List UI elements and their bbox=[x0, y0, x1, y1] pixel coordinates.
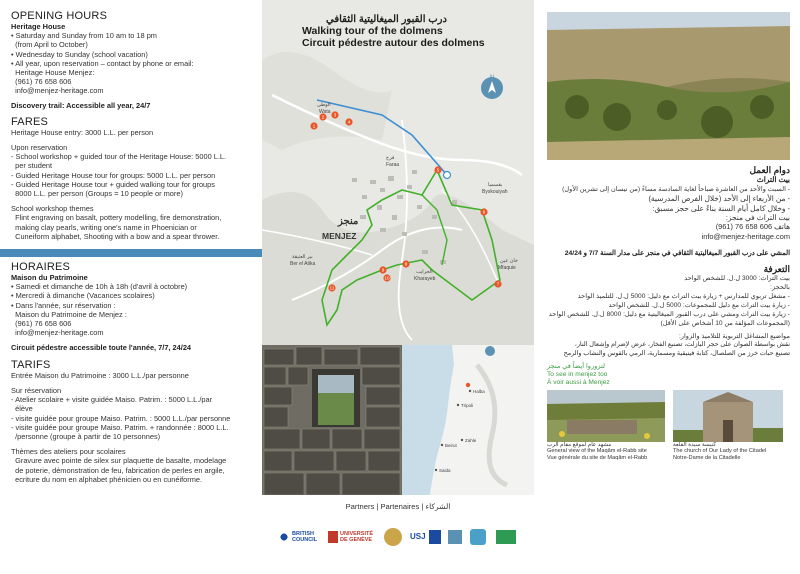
walking-tour-map bbox=[262, 0, 534, 345]
tarifs-title: TARIFS bbox=[11, 358, 51, 371]
fares-list bbox=[11, 152, 252, 198]
place-name: Kharayeb bbox=[414, 276, 436, 282]
fees-line-ar: - زيارة بيت التراث ومشي على درب القبور الميغاليتية مع دليل: 8000 ل.ل. للشخص الواحد (المجموعات المؤلفة من 10 أشخاص على الأقل) bbox=[548, 311, 790, 328]
hours-line-ar: - من الأربعاء إلى الأحد (خلال الفرص المدرسية) bbox=[648, 194, 790, 204]
workshop-line-ar: نقش بواسطة الصوان على حجر البازلت، تصنيع الفخار، عرض لإضرام وإشعال النار، bbox=[574, 341, 790, 349]
maqam-photo-card bbox=[547, 390, 665, 462]
svg-text:3: 3 bbox=[333, 112, 337, 118]
svg-text:Halba: Halba bbox=[473, 389, 485, 394]
tarifs-line: - Atelier scolaire + visite guidée Maiso. Patrim. : 5000 L.L./par bbox=[11, 395, 213, 405]
opening-email: info@menjez-heritage.com bbox=[11, 86, 104, 96]
heritage-house-label: Heritage House bbox=[11, 22, 66, 31]
workshop-line: making clay pearls, writing one's name in Phoenician or bbox=[11, 222, 197, 232]
horaires-line: • Mercredi à dimanche (Vacances scolaires) bbox=[11, 291, 155, 301]
british-council-logo: BRITISH COUNCIL bbox=[278, 528, 322, 546]
themes-title: Thèmes des ateliers pour scolaires bbox=[11, 447, 126, 457]
partner-logo-3 bbox=[384, 528, 402, 546]
caption-fr: Notre-Dame de la Citadelle bbox=[673, 454, 741, 461]
partners-bar bbox=[262, 495, 534, 574]
divider-band bbox=[11, 247, 252, 261]
caption-fr: Vue générale du site de Maqâm el-Rabb bbox=[547, 454, 648, 461]
right-panel bbox=[534, 0, 800, 574]
map-title-ar: درب القبور الميغاليتية الثقافي bbox=[326, 14, 447, 25]
map-title-fr: Circuit pédestre autour des dolmens bbox=[302, 37, 485, 49]
svg-text:10: 10 bbox=[384, 275, 390, 281]
svg-text:11: 11 bbox=[329, 285, 335, 291]
town-ar-label: منجز bbox=[338, 216, 359, 227]
to-see-en: To see in menjez too bbox=[547, 370, 608, 378]
fares-line: - Guided Heritage House tour + guided walking tour for groups bbox=[11, 179, 215, 189]
fees-line-ar: بيت التراث: 3000 ل.ل. للشخص الواحد bbox=[684, 275, 790, 283]
themes-line: ecriture du nom en alphabet phénicien ou en cunéiforme. bbox=[11, 474, 203, 484]
svg-text:Zahle: Zahle bbox=[465, 438, 477, 443]
place-name: Mfaquie bbox=[498, 265, 516, 271]
place-ar: فرح bbox=[386, 155, 395, 161]
tarifs-line: /personne (groupe à partir de 10 personnes) bbox=[11, 431, 161, 441]
map-title-en: Walking tour of the dolmens bbox=[302, 25, 443, 37]
hours-title-ar: دوام العمل bbox=[749, 165, 790, 175]
hours-line-ar: هاتف 606 658 76 (961) bbox=[715, 222, 790, 232]
opening-line: (from April to October) bbox=[11, 40, 88, 50]
opening-line: • All year, upon reservation – contact by phone or email: bbox=[11, 58, 194, 68]
to-see-fr: À voir aussi à Menjez bbox=[547, 378, 610, 386]
partner-logo-6 bbox=[470, 528, 486, 546]
horaires-title: HORAIRES bbox=[11, 261, 71, 274]
trail-ar: المشي على درب القبور الميغاليتية الثقافي في منجز على مدار السنة 7/7 و 24/24 bbox=[564, 250, 790, 258]
town-label: MENJEZ bbox=[322, 231, 357, 241]
caption-ar: كنيسة سيدة القلعة bbox=[673, 441, 717, 448]
hours-line-ar: - وخلال كامل أيام السنة بناءً على حجز مسبق: bbox=[652, 203, 790, 213]
svg-text:9: 9 bbox=[381, 267, 385, 273]
opening-hours-list bbox=[11, 31, 252, 95]
workshops-title-ar: مواضيع المشاغل التربوية للتلاميذ والزوار: bbox=[678, 333, 790, 341]
tarifs-line: élève bbox=[11, 404, 33, 414]
svg-text:5: 5 bbox=[436, 167, 440, 173]
horaires-line: • Samedi et dimanche de 10h à 18h (d'avril à octobre) bbox=[11, 282, 188, 292]
caption-en: The church of Our Lady of the Citadel bbox=[673, 448, 767, 455]
svg-text:Saida: Saida bbox=[439, 468, 451, 473]
workshop-line-ar: تصنيع حبات خرز من الصلصال، كتابة فينيقية ومسمارية، الرمي بالقوس والنشاب والرمح bbox=[563, 350, 790, 358]
opening-line: • Wednesday to Sunday (school vacation) bbox=[11, 49, 148, 59]
fees-line-ar: - زيارة بيت التراث مع دليل للمجموعات: 5000 ل.ل. للشخص الواحد bbox=[608, 302, 790, 310]
svg-text:Tripoli: Tripoli bbox=[461, 403, 474, 408]
fees-title-ar: التعرفة bbox=[763, 263, 790, 274]
maison-label: Maison du Patrimoine bbox=[11, 273, 88, 283]
email-right: info@menjez-heritage.com bbox=[701, 231, 790, 241]
themes-line: Gravure avec pointe de silex sur plaquette de basalte, modelage bbox=[11, 456, 227, 466]
unige-logo: UNIVERSITÉ DE GENÈVE bbox=[328, 528, 380, 546]
place-ar: بقسميا bbox=[488, 182, 503, 188]
place-ar: خان عين bbox=[500, 258, 518, 264]
fares-title: FARES bbox=[11, 115, 49, 128]
workshop-title: School workshop themes bbox=[11, 204, 94, 214]
north-label: N bbox=[489, 75, 495, 81]
tarifs-entry: Entrée Maison du Patrimoine : 3000 L.L./par personne bbox=[11, 370, 189, 380]
svg-text:1: 1 bbox=[312, 123, 316, 129]
place-ar: الحرايب bbox=[416, 269, 433, 275]
maqam-photo bbox=[547, 390, 665, 442]
horaires-line: • Dans l'année, sur réservation : bbox=[11, 300, 116, 310]
map-title-block bbox=[302, 14, 532, 49]
horaires-line: (961) 76 658 606 bbox=[11, 319, 72, 329]
inset-north-icon bbox=[485, 346, 495, 356]
fares-line: per student bbox=[11, 161, 53, 171]
photo-strip bbox=[262, 345, 534, 495]
discovery-trail: Discovery trail: Accessible all year, 24/7 bbox=[11, 100, 151, 110]
workshop-list bbox=[11, 213, 252, 241]
tarifs-line: - visite guidée pour groupe Maiso. Patrim. : 5000 L.L./par personne bbox=[11, 413, 231, 423]
left-panel bbox=[0, 0, 262, 574]
partners-label: Partners | Partenaires | الشركاء bbox=[345, 502, 451, 511]
hours-line-ar: بيت التراث في منجز: bbox=[725, 213, 790, 223]
circuit-line: Circuit pédestre accessible toute l'année, 7/7, 24/24 bbox=[11, 343, 192, 353]
svg-text:2: 2 bbox=[321, 114, 325, 120]
horaires-line: Maison du Patrimoine de Menjez : bbox=[11, 309, 127, 319]
tarifs-line: - visite guidée pour groupe Maiso. Patrim. + randonnée : 8000 L.L. bbox=[11, 422, 229, 432]
horaires-email: info@menjez-heritage.com bbox=[11, 328, 104, 338]
fares-line: 8000 L.L. per person (Groups = 10 people or more) bbox=[11, 189, 183, 199]
opening-line: • Saturday and Sunday from 10 am to 18 pm bbox=[11, 31, 157, 41]
themes-line: de poterie, démonstration de feu, fabrication de perles en argile, bbox=[11, 465, 225, 475]
partner-logo-7 bbox=[496, 528, 516, 546]
place-name: Faraa bbox=[386, 162, 400, 168]
place-name: Wata bbox=[319, 109, 331, 115]
partner-logo-5 bbox=[448, 528, 462, 546]
hours-list-ar bbox=[547, 185, 790, 232]
fees-line-ar: - مشغل تربوي للمدارس + زيارة بيت التراث مع دليل: 5000 ل.ل. للتلميذ الواحد bbox=[577, 293, 790, 301]
opening-hours-title: OPENING HOURS bbox=[11, 10, 108, 22]
to-see-block bbox=[547, 363, 790, 387]
workshop-line: Cuneiform alphabet, Shooting with a bow and a spear thrower. bbox=[11, 231, 220, 241]
fares-line: - School workshop + guided tour of the Heritage House: 5000 L.L. bbox=[11, 152, 227, 162]
themes-list bbox=[11, 456, 252, 484]
inset-menjez-marker bbox=[466, 383, 470, 387]
usj-logo: USJ bbox=[410, 528, 441, 546]
svg-text:Beirut: Beirut bbox=[445, 443, 457, 448]
to-see-photos bbox=[547, 390, 790, 462]
place-ar: بير العتيقة bbox=[292, 254, 313, 260]
place-name: Byskouiyah bbox=[482, 189, 508, 195]
opening-line: (961) 76 658 606 bbox=[11, 77, 72, 87]
caption-ar: مشهد عام لموقع مقام الرب bbox=[547, 441, 612, 448]
svg-text:4: 4 bbox=[347, 119, 351, 125]
workshops-list-ar bbox=[547, 341, 790, 358]
church-photo-card bbox=[673, 390, 783, 462]
dolmen-photo bbox=[262, 345, 534, 495]
house-label-ar: بيت التراث bbox=[756, 175, 790, 185]
to-see-ar: لتزوروا أيضاً في منجز bbox=[547, 362, 605, 370]
workshop-line: Flint engraving on basalt, pottery modelling, fire demonstration, bbox=[11, 213, 222, 223]
place-name: Ber el Atika bbox=[290, 261, 316, 267]
fees-line-ar: بالحجز: bbox=[770, 284, 790, 292]
church-photo bbox=[673, 390, 783, 442]
caption-en: General view of the Maqâm el-Rabb site bbox=[547, 448, 647, 455]
opening-line: Heritage House Menjez: bbox=[11, 68, 95, 78]
horaires-list bbox=[11, 282, 252, 337]
place-ar: الوطى bbox=[317, 102, 331, 108]
fares-entry: Heritage House entry: 3000 L.L. per person bbox=[11, 127, 154, 137]
landscape-photo bbox=[547, 12, 790, 160]
sur-reservation-label: Sur réservation bbox=[11, 385, 62, 395]
map-graphic bbox=[262, 0, 534, 345]
tarifs-list bbox=[11, 395, 252, 441]
fares-line: - Guided Heritage House tour for groups: 5000 L.L. per person bbox=[11, 170, 216, 180]
middle-panel bbox=[262, 0, 534, 574]
svg-text:8: 8 bbox=[404, 261, 408, 267]
hours-line-ar: - السبت والأحد من العاشرة صباحاً لغاية السادسة مساءً (من نيسان إلى تشرين الأول) bbox=[562, 185, 790, 193]
svg-text:7: 7 bbox=[496, 281, 500, 287]
fees-list-ar bbox=[547, 274, 790, 328]
svg-text:6: 6 bbox=[482, 209, 486, 215]
upon-reservation-label: Upon reservation bbox=[11, 143, 68, 153]
